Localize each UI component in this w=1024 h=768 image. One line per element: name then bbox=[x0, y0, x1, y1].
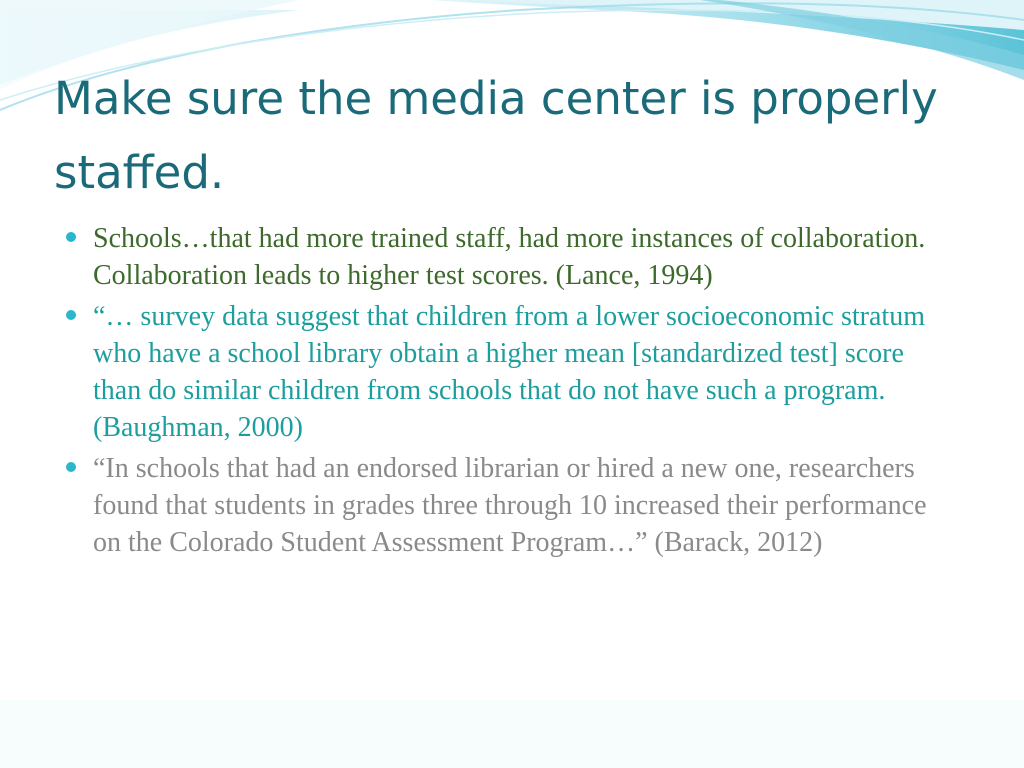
bullet-text: “… survey data suggest that children from a lower socioeconomic stratum who have a school library obtain a higher mean [standardized test] score than do similar children from schools that do not have such a program. (Baughman, 2000) bbox=[93, 301, 925, 443]
bullet-text: Schools…that had more trained staff, had more instances of collaboration. Collaboration leads to higher test scores. (Lance, 1994) bbox=[93, 223, 926, 291]
bullet-dot-icon bbox=[66, 232, 76, 242]
bullet-dot-icon bbox=[66, 310, 76, 320]
bullet-item-3 bbox=[66, 450, 946, 561]
bullet-item-2 bbox=[66, 298, 946, 446]
bullet-item-1 bbox=[66, 220, 946, 294]
bullet-dot-icon bbox=[66, 462, 76, 472]
bullet-list bbox=[66, 220, 946, 565]
slide-title: Make sure the media center is properly staffed. bbox=[54, 72, 938, 199]
bullet-text: “In schools that had an endorsed librarian or hired a new one, researchers found that students in grades three through 10 increased their performance on the Colorado Student Assessment Program…” (Barack, 2012) bbox=[93, 453, 927, 558]
